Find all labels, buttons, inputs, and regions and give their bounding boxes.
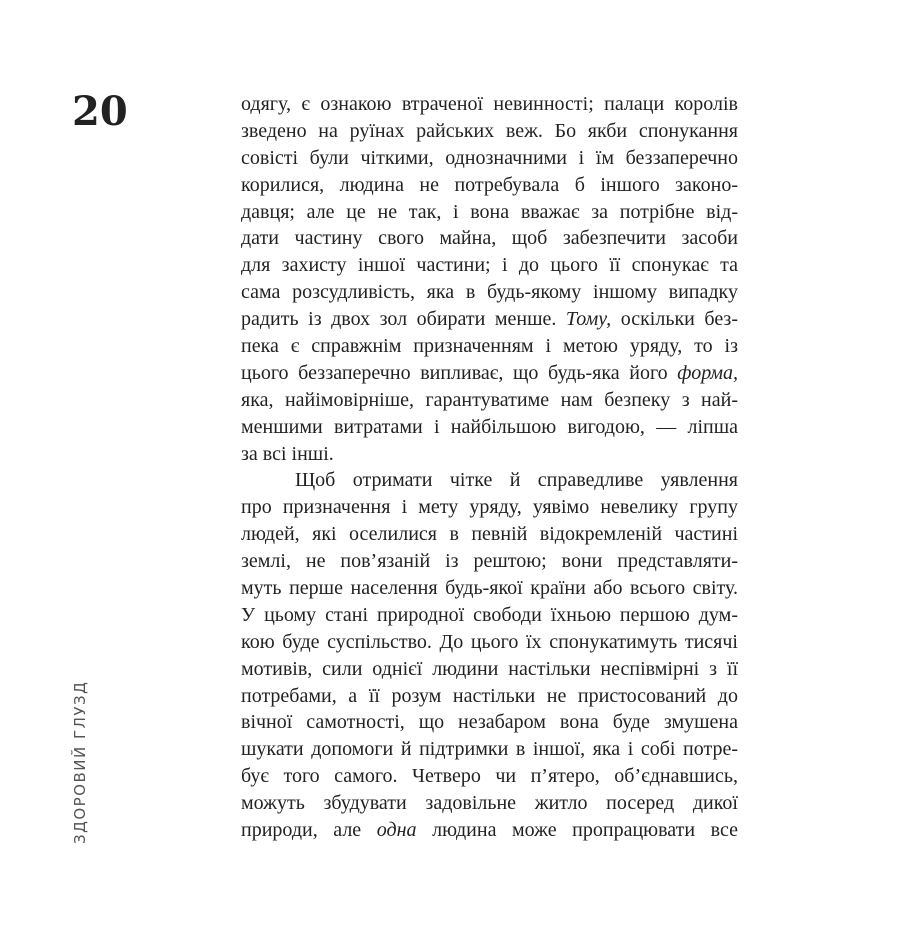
- text-span: потребами, а її розум настільки не пристосований до: [241, 684, 738, 707]
- text-line: [241, 629, 738, 656]
- text-line: [241, 602, 738, 629]
- text-span: природи, але: [241, 819, 377, 842]
- text-span: за всі інші.: [241, 442, 334, 465]
- body-text: [241, 91, 738, 844]
- italic-text: Тому,: [565, 308, 612, 331]
- text-span: меншими витратами і найбільшою вигодою, — ліпша: [241, 415, 738, 438]
- italic-text: одна: [376, 819, 417, 842]
- text-span: одягу, є ознакою втраченої невинності; палаци королів: [241, 93, 738, 115]
- text-span: У цьому стані природної свободи їхньою першою дум-: [241, 603, 738, 626]
- text-line: [241, 575, 738, 602]
- text-line: [241, 736, 738, 763]
- text-span: корилися, людина не потребувала б іншого законо-: [241, 173, 738, 196]
- text-span: дати частину свого майна, щоб забезпечити засоби: [241, 227, 738, 250]
- text-span: Щоб отримати чітке й справедливе уявлення: [295, 469, 738, 492]
- text-line: [241, 709, 738, 736]
- paragraph: [241, 91, 738, 467]
- page-number: 20: [72, 88, 128, 135]
- text-line: [241, 333, 738, 360]
- text-span: муть перше населення будь-якої країни або всього світу.: [241, 577, 738, 600]
- text-line: [241, 360, 738, 387]
- text-span: цього беззаперечно випливає, що будь-яка його: [241, 361, 678, 384]
- text-span: про призначення і мету уряду, уявімо невелику групу: [241, 496, 738, 519]
- text-line: [241, 494, 738, 521]
- text-span: пека є справжнім призначенням і метою уряду, то із: [241, 335, 738, 358]
- text-line: [241, 199, 738, 226]
- text-span: шукати допомоги й підтримки в іншої, яка і собі потре-: [241, 738, 738, 761]
- text-line: [241, 683, 738, 710]
- text-span: давця; але це не так, і вона вважає за потрібне від-: [241, 200, 738, 223]
- text-line: [241, 763, 738, 790]
- text-span: землі, не пов’язаній із рештою; вони представляти-: [241, 550, 738, 573]
- italic-text: форма,: [677, 361, 738, 384]
- text-span: совісті були чіткими, однозначними і їм беззаперечно: [241, 146, 738, 169]
- text-line: [241, 252, 738, 279]
- paragraph: [241, 467, 738, 843]
- text-span: можуть збудувати задовільне житло посеред дикої: [241, 792, 738, 815]
- text-line: [241, 225, 738, 252]
- text-line: [241, 817, 738, 844]
- text-span: мотивів, сили однієї людини настільки неспівмірні з її: [241, 657, 738, 680]
- text-span: вічної самотності, що незабаром вона буде змушена: [241, 711, 738, 734]
- text-line: [241, 441, 738, 468]
- running-head: ЗДОРОВИЙ ГЛУЗД: [71, 680, 89, 844]
- text-span: людей, які оселилися в певній відокремленій частині: [241, 523, 738, 546]
- text-span: для захисту іншої частини; і до цього її спонукає та: [241, 254, 738, 277]
- text-line: [241, 548, 738, 575]
- text-line: [241, 91, 738, 118]
- text-line: [241, 521, 738, 548]
- text-span: людина може пропрацювати все: [416, 819, 738, 842]
- text-line: [241, 656, 738, 683]
- text-line: [241, 306, 738, 333]
- text-line: [241, 118, 738, 145]
- text-line: [241, 279, 738, 306]
- text-line: [241, 145, 738, 172]
- text-span: зведено на руїнах райських веж. Бо якби спонукання: [241, 119, 738, 142]
- text-line: [241, 387, 738, 414]
- text-span: оскільки без-: [611, 308, 738, 331]
- text-line: [241, 467, 738, 494]
- text-line: [241, 414, 738, 441]
- text-span: кою буде суспільство. До цього їх спонукатимуть тисячі: [241, 630, 738, 653]
- text-line: [241, 790, 738, 817]
- text-span: сама розсудливість, яка в будь-якому іншому випадку: [241, 281, 738, 304]
- text-span: радить із двох зол обирати менше.: [241, 308, 566, 331]
- text-span: яка, найімовірніше, гарантуватиме нам безпеку з най-: [241, 388, 738, 411]
- text-line: [241, 172, 738, 199]
- text-span: бує того самого. Четверо чи п’ятеро, об’єднавшись,: [241, 765, 738, 788]
